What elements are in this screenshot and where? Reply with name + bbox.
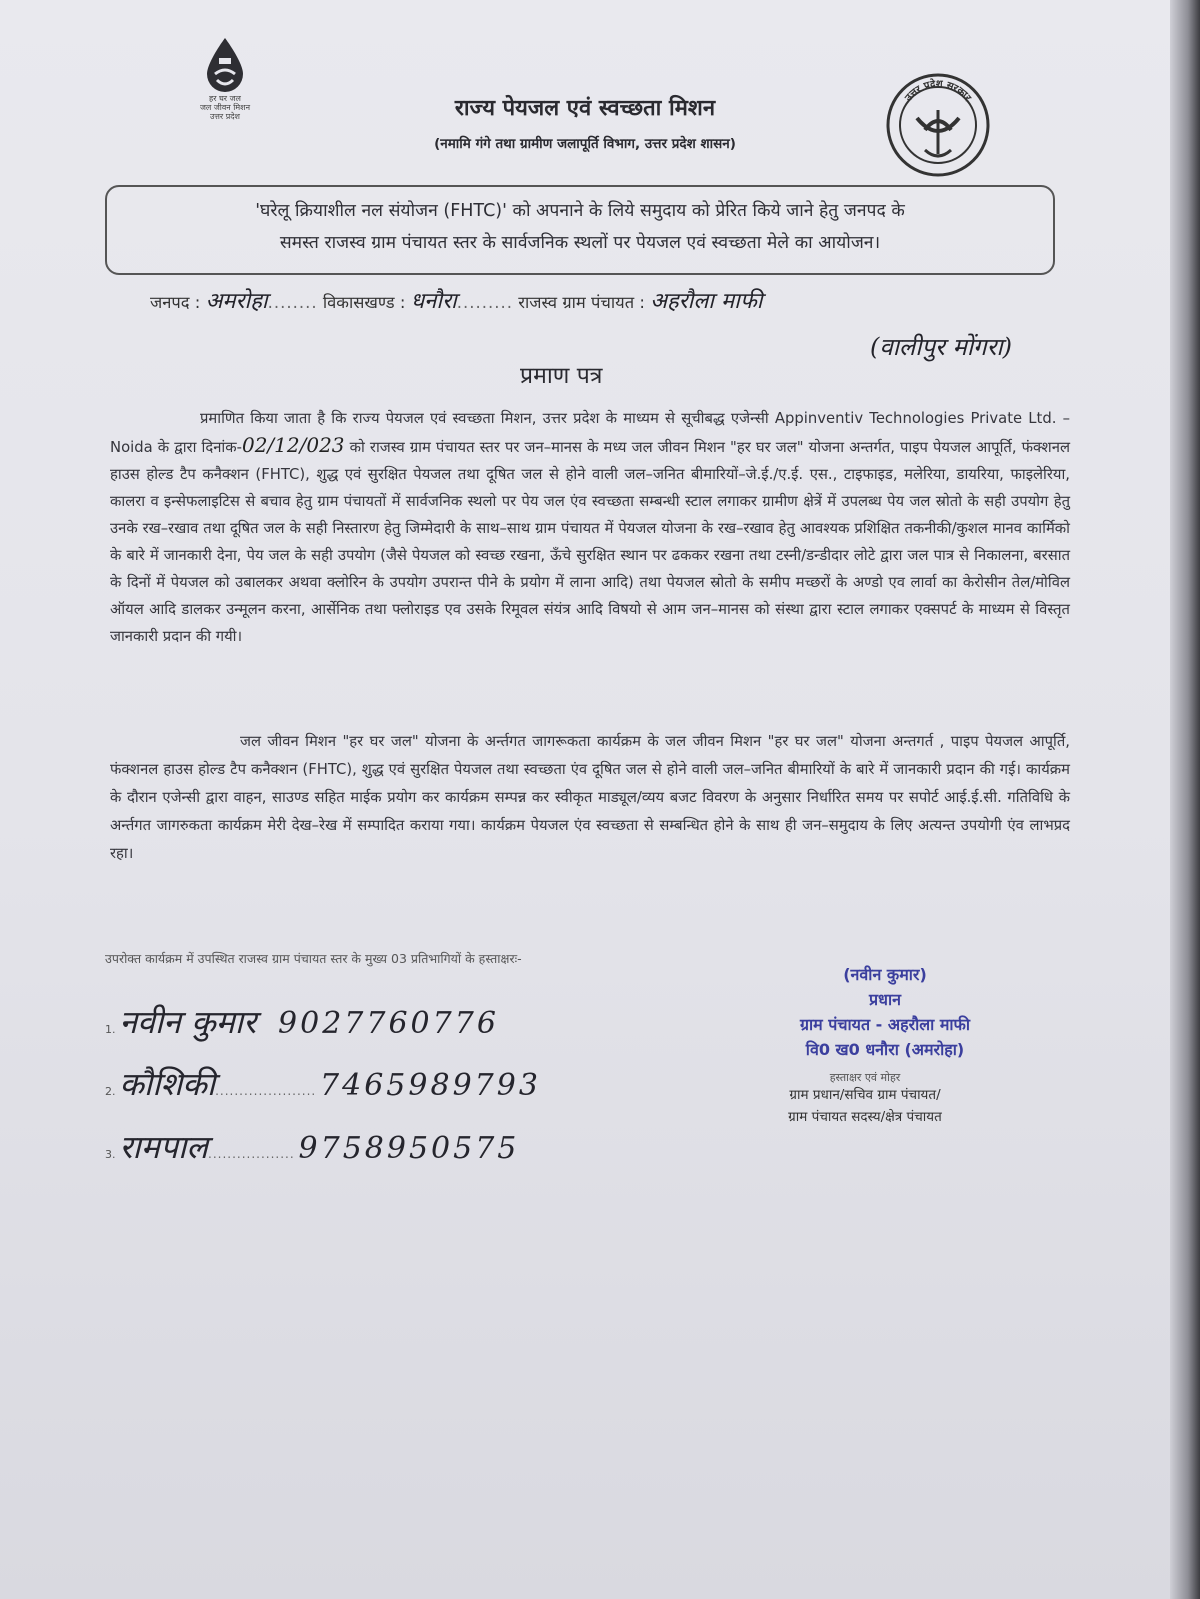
notice-box bbox=[105, 185, 1055, 275]
logo-caption-1: हर घर जल bbox=[209, 94, 241, 103]
emblem-text: उत्तर प्रदेश सरकार bbox=[903, 78, 973, 104]
certificate-paragraph-2: जल जीवन मिशन "हर घर जल" योजना के अर्न्तगत जागरूकता कार्यक्रम के जल जीवन मिशन "हर घर जल" योजना अन्तगर्त , पाइप पेयजल आपूर्ति, फंक्शनल हाउस होल्ड टैप कनैक्शन (FHTC), शुद्ध एवं सुरक्षित पेयजल तथा स्वच्छता एंव दूषित जल से होने वाली जल–जनित बीमारियों के बारे में जानकारी प्रदान की गई। कार्यक्रम के दौरान एजेन्सी द्वारा वाहन, साउण्ड सहित माईक प्रयोग कर कार्यक्रम सम्पन्न कर स्वीकृत माड्यूल/व्यय बजट विवरण के अनुसार निर्धारित समय पर सपोर्ट आई.ई.सी. गतिविधि के अर्न्तगत जागरुकता कार्यक्रम मेरी देख–रेख में सम्पादित कराया गया। कार्यक्रम पेयजल एंव स्वच्छता से सम्बन्धित होने के साथ ही जन–समुदाय के लिए अत्यन्त उपयोगी एंव लाभप्रद रहा। bbox=[110, 733, 1070, 862]
para1-before-date: प्रमाणित किया जाता है कि राज्य पेयजल एवं स्वच्छता मिशन, उत्तर प्रदेश के माध्यम से सूचीबद्ध एजेन्सी Appinventiv Technologies Private Ltd. – Noida के द्वारा दिनांक- bbox=[110, 410, 1070, 456]
har-ghar-jal-logo bbox=[185, 36, 265, 126]
gram-panchayat-value: अहरौला माफी bbox=[650, 289, 763, 314]
block-label: विकासखण्ड : bbox=[322, 293, 406, 312]
certificate-title: प्रमाण पत्र bbox=[520, 363, 603, 389]
participant-name: नवीन कुमार bbox=[119, 1003, 257, 1041]
stamp-designation: प्रधान bbox=[869, 990, 901, 1009]
participant-number: 3. bbox=[105, 1148, 116, 1161]
participant-row-2: 2. कौशिकी..................... 7465989793 bbox=[105, 1065, 541, 1103]
logo-caption-3: उत्तर प्रदेश bbox=[210, 112, 240, 121]
signatory-line-2: ग्राम प्रधान/सचिव ग्राम पंचायत/ bbox=[789, 1087, 941, 1103]
header-subtitle: (नमामि गंगे तथा ग्रामीण जलापूर्ति विभाग, उत्तर प्रदेश शासन) bbox=[434, 136, 736, 152]
district-value: अमरोहा bbox=[205, 289, 268, 314]
up-government-emblem bbox=[885, 72, 995, 182]
gram-panchayat-label: राजस्व ग्राम पंचायत : bbox=[518, 293, 645, 312]
participant-phone: 9027760776 bbox=[278, 1006, 499, 1041]
header-title: राज्य पेयजल एवं स्वच्छता मिशन bbox=[454, 96, 716, 121]
participant-number: 2. bbox=[105, 1085, 116, 1098]
stamp-name: (नवीन कुमार) bbox=[843, 965, 927, 984]
stamp-gram-panchayat: ग्राम पंचायत - अहरौला माफी bbox=[799, 1015, 971, 1034]
district-label: जनपद : bbox=[150, 293, 201, 312]
signatory-line-1: हस्ताक्षर एवं मोहर bbox=[829, 1071, 901, 1084]
participant-number: 1. bbox=[105, 1023, 116, 1036]
gram-panchayat-value-line2: (वालीपुर मोंगरा) bbox=[870, 333, 1012, 361]
pradhan-stamp bbox=[745, 962, 1025, 1062]
participant-row-1 bbox=[105, 1000, 499, 1043]
stamp-block: वि0 ख0 धनौरा (अमरोहा) bbox=[805, 1040, 965, 1059]
location-fields: जनपद : अमरोहा........ विकासखण्ड : धनौरा......... राजस्व ग्राम पंचायत : अहरौला माफी bbox=[150, 289, 763, 314]
para1-after-date: को राजस्व ग्राम पंचायत स्तर पर जन–मानस के मध्य जल जीवन मिशन "हर घर जल" योजना अन्तर्गत, पाइप पेयजल आपूर्ति, फंक्शनल हाउस होल्ड टैप कनैक्शन (FHTC), शुद्ध एवं सुरक्षित पेयजल तथा दूषित जल से होने वाली जल–जनित बीमारियों–जे.ई./ए.ई. एस., टाइफाइड, मलेरिया, डायरिया, फाइलेरिया, कालरा व इन्सेफलाइटिस से बचाव हेतु ग्राम पंचायतों में सार्वजनिक स्थलो पर पेय जल एंव स्वच्छता सम्बन्धी स्टाल लगाकर ग्रामीण क्षेत्रें में उपलब्ध पेय जल स्रोतो के सही उपयोग हेतु उनके रख–रखाव तथा दूषित जल के सही निस्तारण हेतु जिम्मेदारी के साथ–साथ ग्राम पंचायत में पेयजल योजना के रख–रखाव हेतु आवश्यक प्रशिक्षित तकनीकी/कुशल मानव कार्मिको के बारे में जानकारी देना, पेय जल के सही उपयोग (जैसे पेयजल को स्वच्छ रखना, ऊँचे सुरक्षित स्थान पर ढककर रखना तथा टस्नी/डन्डीदार लोटे द्वारा जल पात्र से निकालना, बरसात के दिनों में पेयजल को उबालकर अथवा क्लोरिन के उपयोग उपरान्त पीने के प्रयोग में लाना आदि) तथा पेयजल स्रोतो के समीप मच्छरों के अण्डो एव लार्वा का केरोसीन तेल/मोविल ऑयल आदि डालकर उन्मूलन करना, आर्सेनिक तथा फ्लोराइड एव उसके रिमूवल संयंत्र आदि विषयो से आम जन–मानस को संस्था द्वारा स्टाल लगाकर एक्सपर्ट के माध्यम से विस्तृत जानकारी प्रदान की गयी। bbox=[110, 439, 1070, 645]
block-value: धनौरा bbox=[410, 289, 457, 314]
event-date: 02/12/023 bbox=[241, 433, 345, 457]
page-edge-shadow bbox=[1170, 0, 1200, 1599]
participant-phone: 7465989793 bbox=[320, 1068, 541, 1103]
participants-note: उपरोक्त कार्यक्रम में उपस्थित राजस्व ग्राम पंचायत स्तर के मुख्य 03 प्रतिभागियों के हस्ताक्षरः- bbox=[105, 951, 522, 966]
signatory-line-3: ग्राम पंचायत सदस्य/क्षेत्र पंचायत bbox=[788, 1109, 942, 1125]
participant-phone: 9758950575 bbox=[298, 1131, 520, 1166]
participant-row-3: 3. रामपाल.................. 9758950575 bbox=[105, 1128, 520, 1166]
notice-line-1: 'घरेलू क्रियाशील नल संयोजन (FHTC)' को अपनाने के लिये समुदाय को प्रेरित किये जाने हेतु जनपद के bbox=[255, 201, 905, 221]
certificate-paragraph-1 bbox=[110, 405, 1070, 650]
notice-line-2: समस्त राजस्व ग्राम पंचायत स्तर के सार्वजनिक स्थलों पर पेयजल एवं स्वच्छता मेले का आयोजन। bbox=[279, 233, 881, 253]
participant-name: कौशिकी bbox=[119, 1065, 216, 1103]
emblem-icon bbox=[885, 72, 991, 178]
logo-caption-2: जल जीवन मिशन bbox=[199, 103, 251, 112]
participant-name: रामपाल bbox=[119, 1128, 209, 1166]
water-drop-icon bbox=[201, 36, 249, 94]
signatory-block bbox=[735, 1072, 995, 1128]
